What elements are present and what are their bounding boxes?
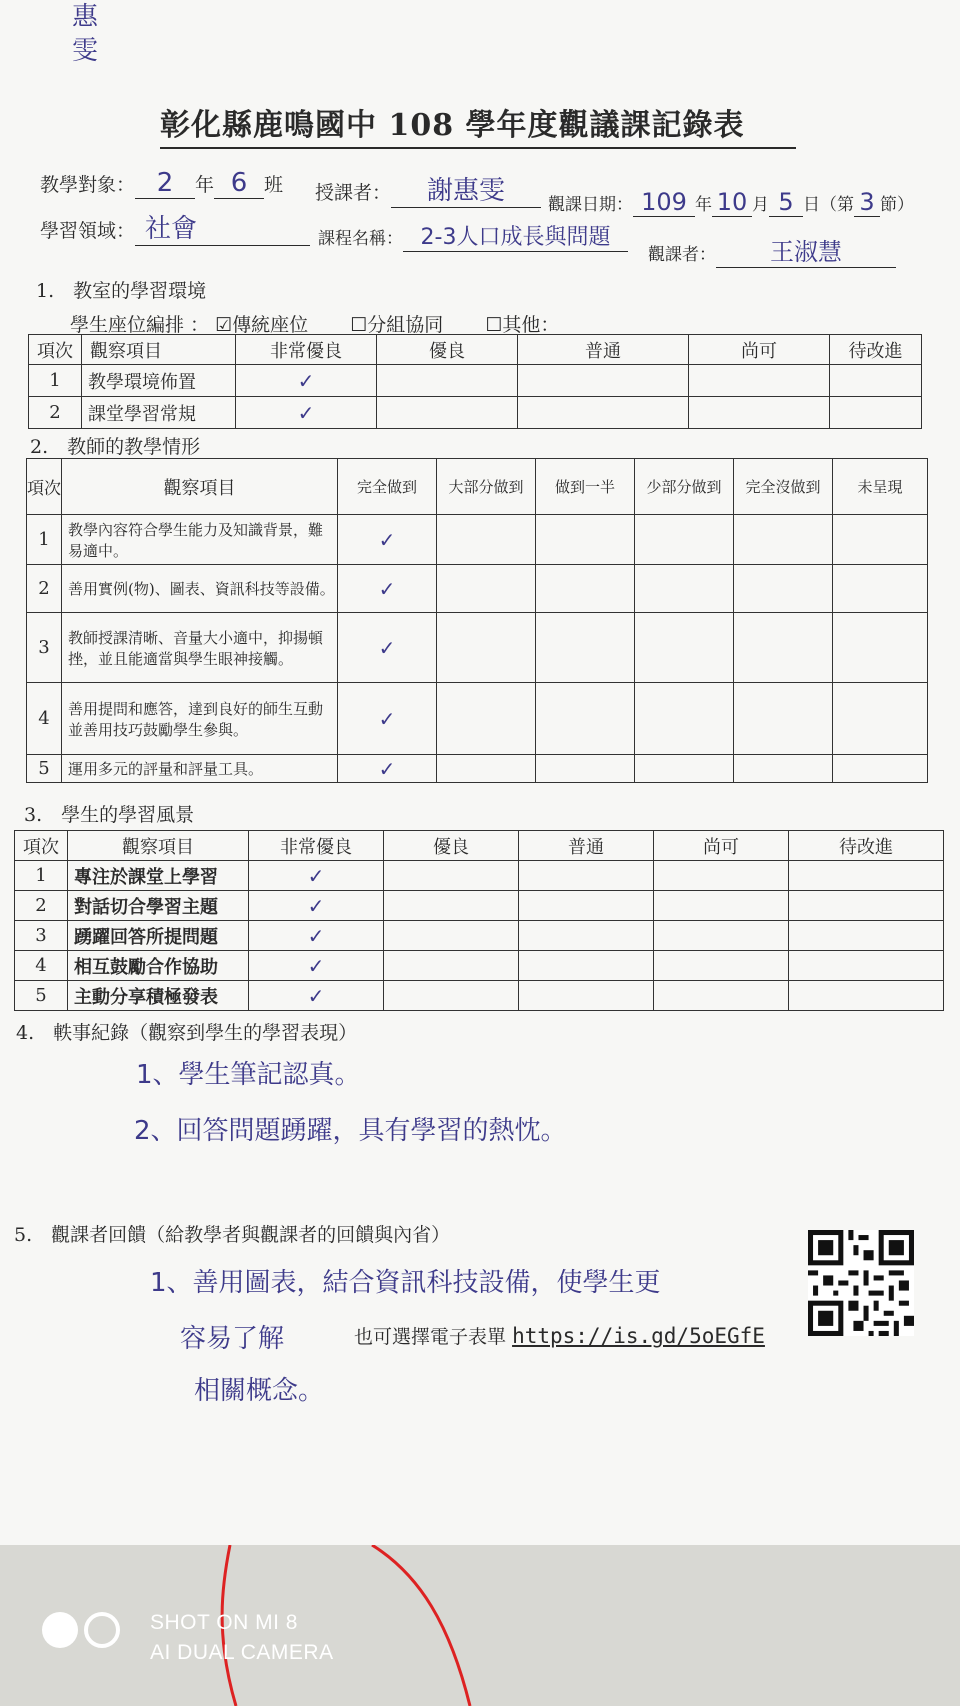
col-header: 優良 xyxy=(384,831,519,861)
row-item: 課堂學習常規 xyxy=(82,397,236,429)
table-row xyxy=(27,683,928,755)
course-field xyxy=(318,220,628,252)
row-item: 對話切合學習主題 xyxy=(68,891,249,921)
option-label: 其他： xyxy=(502,314,560,336)
document-title: 彰化縣鹿鳴國中 108 學年度觀議課記錄表 xyxy=(160,108,745,143)
option-label: 分組協同 xyxy=(367,314,444,336)
table-header-row xyxy=(29,335,922,365)
observer-value: 王淑慧 xyxy=(716,232,896,268)
option-group[interactable] xyxy=(350,314,443,336)
col-header: 優良 xyxy=(377,335,518,365)
check-mark: ✓ xyxy=(236,397,377,429)
period-suffix: 節） xyxy=(880,195,914,215)
month-value: 10 xyxy=(712,188,752,217)
row-item: 運用多元的評量和評量工具。 xyxy=(62,755,338,783)
col-header: 項次 xyxy=(29,335,82,365)
title-underline xyxy=(160,147,796,149)
table-row xyxy=(15,981,944,1011)
teaching-performance-table xyxy=(26,458,928,783)
seating-options xyxy=(70,310,559,337)
table-header-row xyxy=(15,831,944,861)
row-number: 5 xyxy=(15,981,68,1011)
row-item: 相互鼓勵合作協助 xyxy=(68,951,249,981)
row-number: 2 xyxy=(15,891,68,921)
option-label: 傳統座位 xyxy=(232,314,309,336)
checkbox-icon: ☑ xyxy=(215,314,233,336)
row-item: 主動分享積極發表 xyxy=(68,981,249,1011)
option-traditional[interactable] xyxy=(215,314,308,336)
camera-watermark-dots xyxy=(42,1612,126,1652)
table-row xyxy=(15,861,944,891)
section-3-title: 3. 學生的學習風景 xyxy=(24,804,195,826)
row-number: 1 xyxy=(29,365,82,397)
row-item: 教學環境佈置 xyxy=(82,365,236,397)
check-mark: ✓ xyxy=(249,921,384,951)
col-header: 大部分做到 xyxy=(437,459,536,515)
table-row xyxy=(29,397,922,429)
col-header: 未呈現 xyxy=(833,459,928,515)
period-value: 3 xyxy=(854,188,880,217)
check-mark: ✓ xyxy=(338,515,437,565)
e-form-hint xyxy=(354,1322,765,1349)
red-string-decoration xyxy=(0,1545,960,1706)
class-value: 6 xyxy=(214,168,264,199)
row-item: 善用實例(物)、圖表、資訊科技等設備。 xyxy=(62,565,338,613)
teacher-field xyxy=(315,170,541,208)
grade-suffix: 年 xyxy=(195,174,215,196)
domain-label: 學習領域： xyxy=(40,220,136,242)
table-row xyxy=(27,613,928,683)
student-learning-table xyxy=(14,830,944,1011)
class-suffix: 班 xyxy=(264,174,284,196)
dot-icon xyxy=(42,1612,78,1648)
ring-icon xyxy=(84,1612,120,1648)
observer-field xyxy=(648,232,896,268)
anecdote-note-2: 2、回答問題踴躍，具有學習的熱忱。 xyxy=(134,1116,567,1146)
row-item: 教師授課清晰、音量大小適中，抑揚頓挫，並且能適當與學生眼神接觸。 xyxy=(62,613,338,683)
section-1-title: 1. 教室的學習環境 xyxy=(36,280,207,302)
table-header-row xyxy=(27,459,928,515)
course-label: 課程名稱： xyxy=(318,229,403,249)
teacher-value: 謝惠雯 xyxy=(391,170,541,208)
row-item: 專注於課堂上學習 xyxy=(68,861,249,891)
classroom-environment-table xyxy=(28,334,922,429)
date-label: 觀課日期： xyxy=(548,195,633,215)
row-item: 善用提問和應答，達到良好的師生互動並善用技巧鼓勵學生參與。 xyxy=(62,683,338,755)
check-mark: ✓ xyxy=(338,565,437,613)
row-number: 2 xyxy=(27,565,62,613)
watermark-line-1: SHOT ON MI 8 xyxy=(150,1611,298,1634)
seating-label: 學生座位編排 ： xyxy=(70,314,210,336)
col-header: 項次 xyxy=(27,459,62,515)
col-header: 完全沒做到 xyxy=(734,459,833,515)
check-mark: ✓ xyxy=(249,861,384,891)
row-number: 2 xyxy=(29,397,82,429)
col-header: 尚可 xyxy=(654,831,789,861)
row-number: 4 xyxy=(15,951,68,981)
corner-handwritten-note: 惠雯 xyxy=(72,2,99,66)
day-suffix: 日（第 xyxy=(803,195,854,215)
check-mark: ✓ xyxy=(338,613,437,683)
year-value: 109 xyxy=(633,188,695,217)
check-mark: ✓ xyxy=(338,755,437,783)
row-number: 1 xyxy=(15,861,68,891)
checkbox-icon: ☐ xyxy=(485,314,503,336)
header-row-1 xyxy=(40,168,283,199)
col-header: 完全做到 xyxy=(338,459,437,515)
domain-field xyxy=(40,208,310,246)
date-field xyxy=(548,188,914,217)
table-row xyxy=(29,365,922,397)
section-2-title: 2. 教師的教學情形 xyxy=(30,436,201,458)
feedback-note-3: 相關概念。 xyxy=(194,1376,325,1406)
col-header: 非常優良 xyxy=(236,335,377,365)
col-header: 少部分做到 xyxy=(635,459,734,515)
check-mark: ✓ xyxy=(249,951,384,981)
row-number: 5 xyxy=(27,755,62,783)
row-number: 4 xyxy=(27,683,62,755)
e-form-link[interactable]: https://is.gd/5oEGfE xyxy=(512,1324,765,1348)
col-header: 做到一半 xyxy=(536,459,635,515)
qr-code-icon[interactable] xyxy=(808,1230,914,1336)
table-row xyxy=(15,951,944,981)
grade-value: 2 xyxy=(135,168,195,199)
option-other[interactable] xyxy=(485,314,559,336)
section-4-title: 4. 軼事紀錄（觀察到學生的學習表現） xyxy=(16,1022,358,1044)
col-header: 尚可 xyxy=(689,335,830,365)
check-mark: ✓ xyxy=(249,981,384,1011)
feedback-note-2: 容易了解 xyxy=(180,1324,285,1354)
row-number: 3 xyxy=(27,613,62,683)
check-mark: ✓ xyxy=(236,365,377,397)
anecdote-note-1: 1、學生筆記認真。 xyxy=(136,1060,361,1090)
camera-watermark xyxy=(150,1608,334,1668)
col-header: 待改進 xyxy=(789,831,944,861)
table-row xyxy=(27,565,928,613)
day-value: 5 xyxy=(769,188,803,217)
course-value: 2-3人口成長與問題 xyxy=(403,220,628,252)
domain-value: 社會 xyxy=(135,208,310,246)
year-suffix: 年 xyxy=(695,195,712,215)
row-item: 教學內容符合學生能力及知識背景，難易適中。 xyxy=(62,515,338,565)
check-mark: ✓ xyxy=(338,683,437,755)
feedback-note-1: 1、善用圖表，結合資訊科技設備，使學生更 xyxy=(150,1268,661,1298)
checkbox-icon: ☐ xyxy=(350,314,368,336)
watermark-line-2: AI DUAL CAMERA xyxy=(150,1641,334,1664)
col-header: 普通 xyxy=(518,335,689,365)
col-header: 觀察項目 xyxy=(62,459,338,515)
section-5-title: 5. 觀課者回饋（給教學者與觀課者的回饋與內省） xyxy=(14,1224,451,1246)
table-row xyxy=(27,515,928,565)
row-item: 踴躍回答所提問題 xyxy=(68,921,249,951)
table-row xyxy=(27,755,928,783)
check-mark: ✓ xyxy=(249,891,384,921)
observer-label: 觀課者： xyxy=(648,245,716,265)
col-header: 項次 xyxy=(15,831,68,861)
col-header: 待改進 xyxy=(830,335,922,365)
table-row xyxy=(15,921,944,951)
target-label: 教學對象： xyxy=(40,174,136,196)
col-header: 非常優良 xyxy=(249,831,384,861)
table-row xyxy=(15,891,944,921)
col-header: 觀察項目 xyxy=(68,831,249,861)
col-header: 普通 xyxy=(519,831,654,861)
teacher-label: 授課者： xyxy=(315,182,392,204)
row-number: 3 xyxy=(15,921,68,951)
month-suffix: 月 xyxy=(752,195,769,215)
col-header: 觀察項目 xyxy=(82,335,236,365)
row-number: 1 xyxy=(27,515,62,565)
e-form-prefix: 也可選擇電子表單 xyxy=(354,1326,507,1348)
